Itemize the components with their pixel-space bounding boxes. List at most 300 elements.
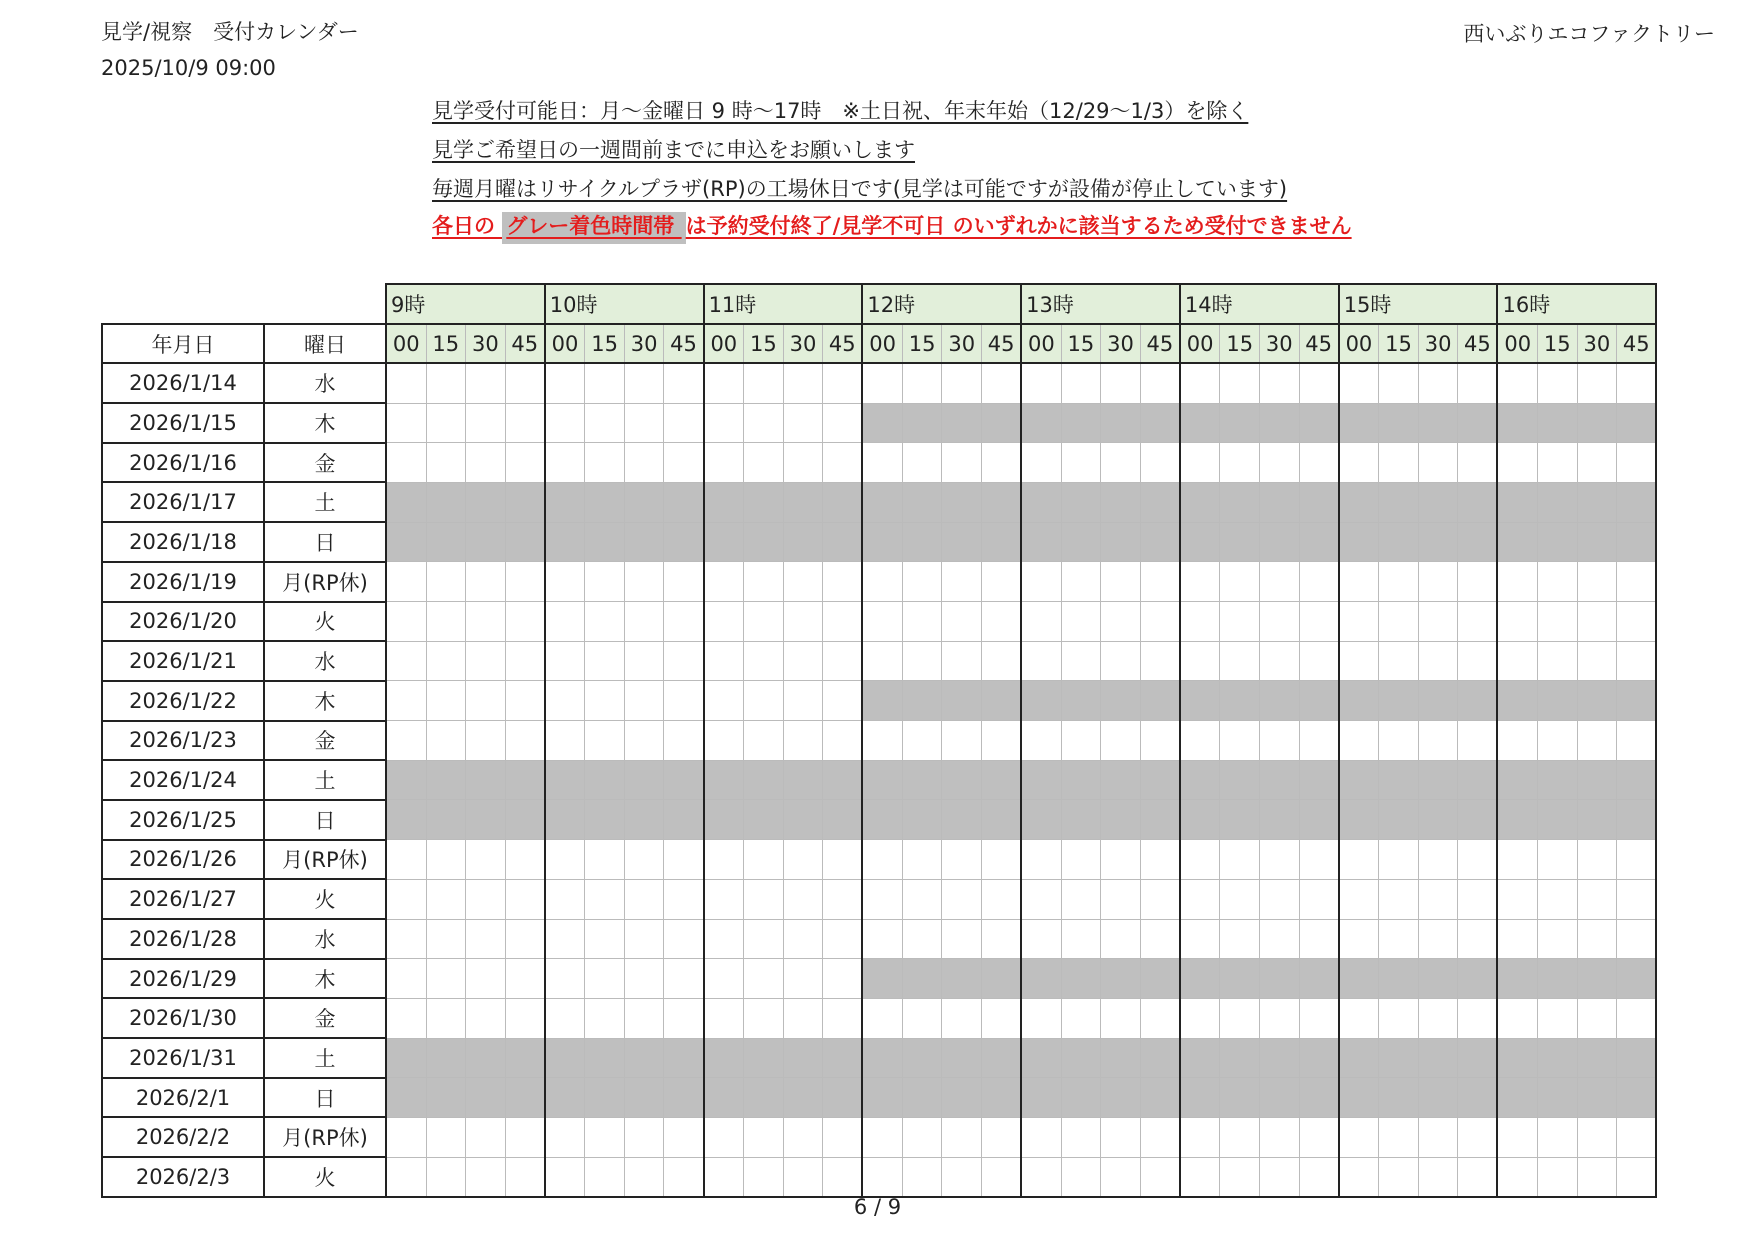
time-slot — [1339, 1157, 1379, 1197]
time-slot-unavailable — [704, 760, 744, 800]
row-date: 2026/2/3 — [102, 1157, 264, 1197]
time-slot-unavailable — [1418, 681, 1458, 721]
time-slot — [823, 879, 863, 919]
time-slot-unavailable — [1339, 760, 1379, 800]
time-slot-unavailable — [1140, 681, 1180, 721]
time-slot — [1180, 562, 1220, 602]
time-slot — [862, 1157, 902, 1197]
time-slot-unavailable — [386, 760, 426, 800]
time-slot-unavailable — [1260, 800, 1300, 840]
time-slot-unavailable — [1180, 760, 1220, 800]
time-slot-unavailable — [545, 522, 585, 562]
time-slot-unavailable — [942, 1078, 982, 1118]
time-slot-unavailable — [1418, 522, 1458, 562]
time-slot-unavailable — [1220, 681, 1260, 721]
time-slot — [823, 959, 863, 999]
row-weekday: 金 — [264, 721, 386, 761]
time-slot — [1577, 998, 1617, 1038]
time-slot-unavailable — [1101, 959, 1141, 999]
time-slot — [1061, 919, 1101, 959]
time-slot-unavailable — [1140, 522, 1180, 562]
time-slot-unavailable — [744, 482, 784, 522]
time-slot — [1101, 1157, 1141, 1197]
time-slot — [744, 959, 784, 999]
minute-header: 45 — [1458, 324, 1498, 364]
time-slot — [862, 443, 902, 483]
time-slot-unavailable — [823, 1038, 863, 1078]
time-slot-unavailable — [1379, 800, 1419, 840]
time-slot — [862, 840, 902, 880]
time-slot — [1260, 840, 1300, 880]
time-slot — [466, 879, 506, 919]
time-slot-unavailable — [1299, 959, 1339, 999]
time-slot-unavailable — [1537, 522, 1577, 562]
row-date: 2026/2/1 — [102, 1078, 264, 1118]
time-slot — [1379, 998, 1419, 1038]
note-gray-warning — [432, 210, 1352, 240]
time-slot — [1180, 641, 1220, 681]
time-slot — [386, 1157, 426, 1197]
time-slot — [942, 840, 982, 880]
time-slot — [1379, 840, 1419, 880]
time-slot-unavailable — [1220, 760, 1260, 800]
time-slot-unavailable — [1180, 522, 1220, 562]
hour-header: 12時 — [862, 284, 1021, 324]
time-slot-unavailable — [862, 959, 902, 999]
time-slot-unavailable — [982, 959, 1022, 999]
time-slot — [1379, 641, 1419, 681]
print-datetime: 2025/10/9 09:00 — [101, 56, 276, 80]
time-slot — [1339, 1117, 1379, 1157]
time-slot — [744, 403, 784, 443]
time-slot — [1379, 1117, 1419, 1157]
time-slot-unavailable — [664, 522, 704, 562]
time-slot-unavailable — [664, 800, 704, 840]
time-slot-unavailable — [585, 482, 625, 522]
time-slot-unavailable — [466, 1038, 506, 1078]
warning-suffix: は予約受付終了/見学不可日 のいずれかに該当するため受付できません — [685, 214, 1352, 238]
time-slot — [1101, 1117, 1141, 1157]
time-slot-unavailable — [1299, 800, 1339, 840]
time-slot-unavailable — [1577, 482, 1617, 522]
minute-header: 15 — [1061, 324, 1101, 364]
time-slot — [1021, 1117, 1061, 1157]
time-slot-unavailable — [466, 1078, 506, 1118]
time-slot-unavailable — [1577, 760, 1617, 800]
time-slot-unavailable — [744, 522, 784, 562]
time-slot-unavailable — [1577, 681, 1617, 721]
time-slot-unavailable — [1497, 800, 1537, 840]
time-slot — [1458, 840, 1498, 880]
time-slot — [466, 602, 506, 642]
time-slot — [862, 919, 902, 959]
time-slot — [1458, 998, 1498, 1038]
time-slot-unavailable — [1260, 522, 1300, 562]
note-accept-hours: 見学受付可能日：月～金曜日 9 時～17時 ※土日祝、年末年始（12/29～1/3）を除く — [432, 99, 1249, 123]
time-slot — [1497, 562, 1537, 602]
time-slot — [982, 840, 1022, 880]
minute-header: 30 — [1260, 324, 1300, 364]
time-slot-unavailable — [1021, 681, 1061, 721]
time-slot — [386, 443, 426, 483]
time-slot — [1260, 641, 1300, 681]
time-slot-unavailable — [1021, 522, 1061, 562]
time-slot — [862, 562, 902, 602]
time-slot — [1021, 363, 1061, 403]
time-slot — [1299, 641, 1339, 681]
time-slot-unavailable — [982, 800, 1022, 840]
time-slot — [1577, 641, 1617, 681]
time-slot — [823, 363, 863, 403]
time-slot-unavailable — [1140, 403, 1180, 443]
time-slot — [862, 879, 902, 919]
time-slot — [862, 721, 902, 761]
time-slot — [585, 1157, 625, 1197]
time-slot — [1180, 363, 1220, 403]
time-slot-unavailable — [505, 760, 545, 800]
time-slot-unavailable — [1497, 482, 1537, 522]
time-slot — [704, 641, 744, 681]
time-slot-unavailable — [942, 522, 982, 562]
time-slot — [1260, 562, 1300, 602]
time-slot — [823, 998, 863, 1038]
time-slot-unavailable — [1021, 482, 1061, 522]
time-slot — [1220, 1117, 1260, 1157]
time-slot-unavailable — [1061, 681, 1101, 721]
time-slot — [942, 1157, 982, 1197]
time-slot — [545, 602, 585, 642]
time-slot — [1101, 602, 1141, 642]
time-slot — [902, 1157, 942, 1197]
time-slot-unavailable — [1617, 760, 1657, 800]
time-slot — [1418, 879, 1458, 919]
time-slot — [386, 721, 426, 761]
row-weekday: 木 — [264, 403, 386, 443]
time-slot — [783, 840, 823, 880]
time-slot-unavailable — [942, 760, 982, 800]
time-slot — [1101, 840, 1141, 880]
time-slot-unavailable — [942, 403, 982, 443]
time-slot — [426, 602, 466, 642]
time-slot-unavailable — [1497, 760, 1537, 800]
time-slot-unavailable — [1021, 760, 1061, 800]
time-slot — [982, 602, 1022, 642]
minute-header: 30 — [1101, 324, 1141, 364]
minute-header: 00 — [545, 324, 585, 364]
time-slot — [1617, 1157, 1657, 1197]
time-slot — [862, 602, 902, 642]
table-row — [102, 363, 1656, 403]
time-slot — [1617, 641, 1657, 681]
time-slot — [1339, 443, 1379, 483]
time-slot — [1418, 641, 1458, 681]
time-slot — [545, 681, 585, 721]
time-slot-unavailable — [1180, 1078, 1220, 1118]
minute-header: 15 — [744, 324, 784, 364]
time-slot-unavailable — [1180, 959, 1220, 999]
time-slot-unavailable — [1021, 959, 1061, 999]
warning-highlight: グレー着色時間帯 — [502, 212, 685, 244]
time-slot — [1101, 998, 1141, 1038]
time-slot-unavailable — [624, 760, 664, 800]
time-slot-unavailable — [466, 522, 506, 562]
row-date: 2026/1/22 — [102, 681, 264, 721]
time-slot-unavailable — [902, 1078, 942, 1118]
minute-header: 30 — [466, 324, 506, 364]
time-slot — [1617, 919, 1657, 959]
time-slot — [585, 879, 625, 919]
time-slot — [1101, 443, 1141, 483]
row-date: 2026/1/15 — [102, 403, 264, 443]
time-slot-unavailable — [783, 482, 823, 522]
time-slot — [1021, 840, 1061, 880]
time-slot — [466, 721, 506, 761]
time-slot-unavailable — [1418, 1078, 1458, 1118]
time-slot — [982, 363, 1022, 403]
time-slot — [585, 641, 625, 681]
time-slot-unavailable — [1260, 482, 1300, 522]
time-slot — [823, 1117, 863, 1157]
time-slot-unavailable — [1379, 522, 1419, 562]
minute-header: 15 — [426, 324, 466, 364]
time-slot-unavailable — [744, 1078, 784, 1118]
time-slot — [505, 443, 545, 483]
time-slot — [1101, 721, 1141, 761]
time-slot — [1418, 1157, 1458, 1197]
time-slot — [1537, 998, 1577, 1038]
time-slot-unavailable — [1101, 482, 1141, 522]
time-slot — [1458, 641, 1498, 681]
time-slot — [1101, 363, 1141, 403]
time-slot — [545, 879, 585, 919]
time-slot — [942, 879, 982, 919]
time-slot — [744, 363, 784, 403]
time-slot-unavailable — [1537, 959, 1577, 999]
time-slot — [1260, 721, 1300, 761]
time-slot — [1299, 602, 1339, 642]
table-row — [102, 919, 1656, 959]
time-slot — [664, 443, 704, 483]
time-slot — [744, 721, 784, 761]
time-slot — [744, 681, 784, 721]
time-slot — [1537, 919, 1577, 959]
time-slot — [823, 840, 863, 880]
time-slot — [1220, 562, 1260, 602]
time-slot-unavailable — [942, 959, 982, 999]
time-slot-unavailable — [982, 1038, 1022, 1078]
hour-header: 9時 — [386, 284, 545, 324]
time-slot — [823, 443, 863, 483]
time-slot — [1220, 641, 1260, 681]
time-slot — [585, 721, 625, 761]
page-title: 見学/視察 受付カレンダー — [101, 20, 359, 44]
time-slot — [426, 1117, 466, 1157]
time-slot — [426, 681, 466, 721]
time-slot-unavailable — [862, 1078, 902, 1118]
time-slot — [585, 681, 625, 721]
time-slot-unavailable — [466, 760, 506, 800]
time-slot — [1220, 919, 1260, 959]
table-row — [102, 522, 1656, 562]
time-slot-unavailable — [1617, 522, 1657, 562]
time-slot — [1061, 721, 1101, 761]
time-slot — [1061, 1157, 1101, 1197]
time-slot-unavailable — [704, 522, 744, 562]
time-slot-unavailable — [426, 1078, 466, 1118]
time-slot — [942, 919, 982, 959]
time-slot — [505, 403, 545, 443]
time-slot-unavailable — [1379, 1078, 1419, 1118]
time-slot — [1260, 919, 1300, 959]
time-slot-unavailable — [1061, 800, 1101, 840]
time-slot — [744, 919, 784, 959]
time-slot — [704, 363, 744, 403]
time-slot-unavailable — [1260, 1038, 1300, 1078]
time-slot-unavailable — [664, 760, 704, 800]
minute-header: 15 — [1537, 324, 1577, 364]
time-slot — [466, 403, 506, 443]
time-slot-unavailable — [942, 482, 982, 522]
time-slot — [1140, 721, 1180, 761]
time-slot — [505, 998, 545, 1038]
time-slot — [664, 919, 704, 959]
time-slot — [1339, 641, 1379, 681]
time-slot-unavailable — [1379, 760, 1419, 800]
time-slot-unavailable — [1577, 1038, 1617, 1078]
time-slot — [505, 1157, 545, 1197]
row-weekday: 水 — [264, 641, 386, 681]
time-slot — [1180, 998, 1220, 1038]
table-row — [102, 760, 1656, 800]
time-slot — [1617, 443, 1657, 483]
time-slot-unavailable — [1577, 1078, 1617, 1118]
table-row — [102, 403, 1656, 443]
time-slot-unavailable — [505, 1038, 545, 1078]
time-slot — [624, 959, 664, 999]
time-slot — [624, 403, 664, 443]
time-slot — [426, 998, 466, 1038]
minute-header: 00 — [704, 324, 744, 364]
time-slot — [744, 443, 784, 483]
time-slot-unavailable — [426, 760, 466, 800]
time-slot-unavailable — [545, 760, 585, 800]
time-slot-unavailable — [1418, 959, 1458, 999]
time-slot — [902, 879, 942, 919]
time-slot-unavailable — [664, 1038, 704, 1078]
time-slot — [1497, 1157, 1537, 1197]
time-slot-unavailable — [1418, 403, 1458, 443]
time-slot — [1617, 721, 1657, 761]
time-slot-unavailable — [1299, 482, 1339, 522]
time-slot-unavailable — [1458, 1078, 1498, 1118]
time-slot-unavailable — [942, 800, 982, 840]
time-slot — [902, 721, 942, 761]
time-slot — [942, 363, 982, 403]
time-slot — [942, 641, 982, 681]
time-slot — [624, 1157, 664, 1197]
time-slot-unavailable — [505, 522, 545, 562]
table-row — [102, 840, 1656, 880]
time-slot — [1260, 363, 1300, 403]
page-number: 6 / 9 — [853, 1195, 902, 1219]
time-slot-unavailable — [1101, 403, 1141, 443]
time-slot — [624, 602, 664, 642]
row-date: 2026/1/27 — [102, 879, 264, 919]
time-slot — [1299, 1157, 1339, 1197]
time-slot — [545, 959, 585, 999]
time-slot — [1140, 879, 1180, 919]
time-slot-unavailable — [1021, 800, 1061, 840]
time-slot-unavailable — [1617, 959, 1657, 999]
time-slot — [982, 641, 1022, 681]
time-slot — [585, 919, 625, 959]
time-slot — [1577, 602, 1617, 642]
time-slot — [585, 602, 625, 642]
time-slot — [624, 681, 664, 721]
time-slot — [1458, 602, 1498, 642]
time-slot — [466, 443, 506, 483]
time-slot-unavailable — [1617, 1038, 1657, 1078]
time-slot-unavailable — [585, 1078, 625, 1118]
time-slot — [585, 403, 625, 443]
time-slot-unavailable — [466, 482, 506, 522]
time-slot-unavailable — [386, 522, 426, 562]
time-slot — [1458, 562, 1498, 602]
time-slot — [1577, 1117, 1617, 1157]
table-row — [102, 641, 1656, 681]
time-slot — [1458, 721, 1498, 761]
time-slot — [982, 998, 1022, 1038]
time-slot — [664, 721, 704, 761]
time-slot — [783, 1157, 823, 1197]
time-slot-unavailable — [1101, 1038, 1141, 1078]
time-slot — [1260, 1117, 1300, 1157]
time-slot — [585, 998, 625, 1038]
row-weekday: 火 — [264, 879, 386, 919]
time-slot-unavailable — [1180, 482, 1220, 522]
time-slot-unavailable — [1577, 800, 1617, 840]
time-slot-unavailable — [1379, 959, 1419, 999]
time-slot — [1220, 363, 1260, 403]
time-slot-unavailable — [1260, 959, 1300, 999]
row-date: 2026/1/18 — [102, 522, 264, 562]
time-slot — [1061, 840, 1101, 880]
time-slot-unavailable — [386, 800, 426, 840]
time-slot — [1458, 1157, 1498, 1197]
time-slot — [744, 840, 784, 880]
time-slot-unavailable — [902, 403, 942, 443]
table-row — [102, 721, 1656, 761]
time-slot — [1021, 879, 1061, 919]
facility-name: 西いぶりエコファクトリー — [1463, 22, 1715, 46]
time-slot-unavailable — [1339, 1038, 1379, 1078]
time-slot-unavailable — [1617, 403, 1657, 443]
row-weekday: 水 — [264, 919, 386, 959]
time-slot-unavailable — [1458, 1038, 1498, 1078]
time-slot — [505, 959, 545, 999]
time-slot-unavailable — [1299, 681, 1339, 721]
time-slot — [704, 602, 744, 642]
time-slot — [1577, 919, 1617, 959]
time-slot-unavailable — [1458, 403, 1498, 443]
time-slot-unavailable — [1299, 522, 1339, 562]
time-slot-unavailable — [862, 760, 902, 800]
row-date: 2026/1/24 — [102, 760, 264, 800]
row-date: 2026/1/21 — [102, 641, 264, 681]
time-slot — [1140, 363, 1180, 403]
time-slot-unavailable — [902, 522, 942, 562]
time-slot — [1418, 840, 1458, 880]
